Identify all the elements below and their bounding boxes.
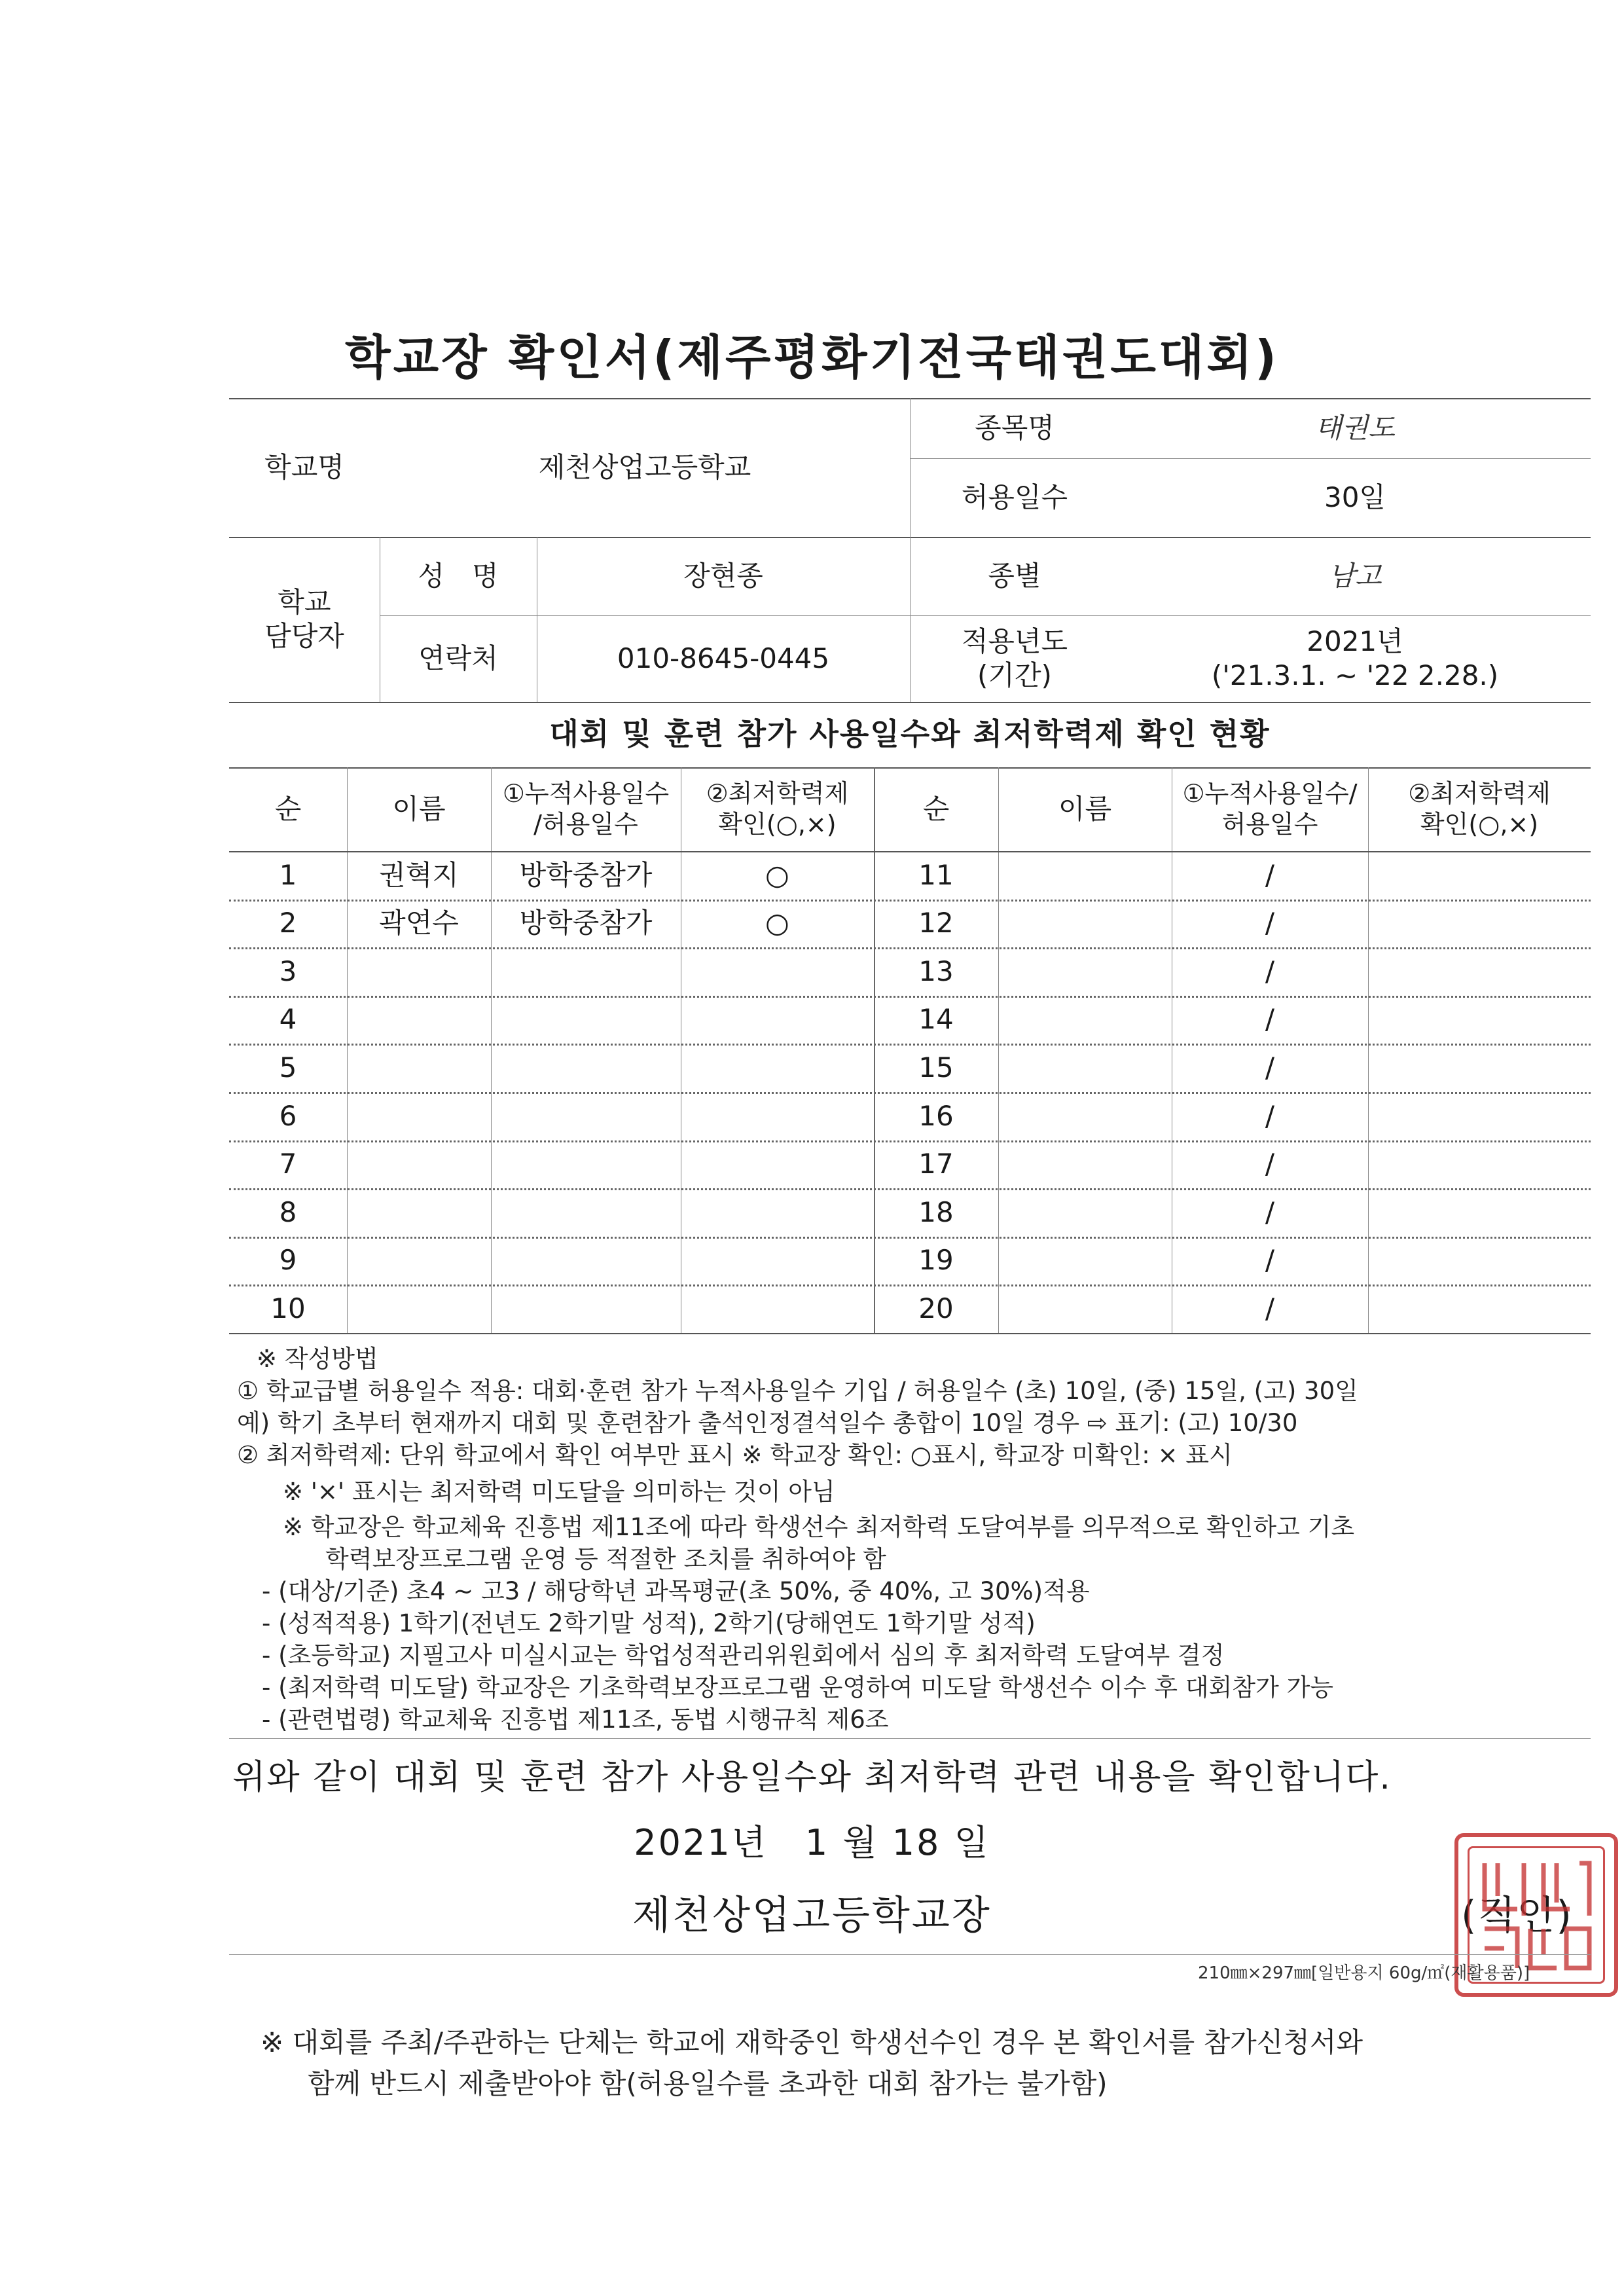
header-name-right: 이름 [1058, 792, 1112, 825]
year-label-line1: 적용년도 [961, 625, 1068, 657]
header-days-line1: ①누적사용일수 [502, 778, 670, 808]
table-cell-name [347, 996, 491, 1044]
note-1-example: 예) 학기 초부터 현재까지 대회 및 훈련참가 출석인정결석일수 총합이 10일 경우 ⇨ 표기: (고) 10/30 [237, 1409, 1298, 1437]
note-2-sub: ※ '×' 표시는 최저학력 미도달을 의미하는 것이 아님 [283, 1478, 835, 1506]
table-cell-name-r [998, 1140, 1172, 1189]
table-cell-name [347, 1285, 491, 1333]
table-cell-no: 3 [279, 955, 297, 987]
table-cell-name-r [998, 1237, 1172, 1285]
table-cell-acad [681, 1285, 874, 1333]
section-title: 대회 및 훈련 참가 사용일수와 최저학력제 확인 현황 [549, 716, 1271, 752]
table-cell-name-r [998, 996, 1172, 1044]
allowed-days-label: 허용일수 [961, 481, 1068, 513]
table-cell-name-r [998, 947, 1172, 996]
table-cell-acad-r [1368, 947, 1591, 996]
header-days-right [1172, 767, 1368, 851]
header-name: 이름 [392, 792, 446, 825]
table-cell-days-r: / [1265, 955, 1275, 987]
table-cell-acad: ○ [765, 858, 789, 891]
table-cell-no-r: 18 [918, 1195, 954, 1228]
table-cell-acad [681, 996, 874, 1044]
table-cell-acad-r [1368, 1044, 1591, 1092]
table-cell-no-r: 16 [918, 1099, 954, 1132]
table-cell-name [347, 1092, 491, 1140]
table-cell-days [491, 947, 681, 996]
table-cell-name-r [998, 1092, 1172, 1140]
table-cell-no: 5 [279, 1051, 297, 1084]
seal-label: (직인) [1461, 1893, 1573, 1939]
table-cell-no-r: 12 [918, 907, 954, 939]
issue-date: 2021년 1 월 18 일 [634, 1822, 990, 1863]
teacher-label-line1: 학교 [278, 585, 331, 618]
header-acad-line2: 확인(○,×) [718, 810, 837, 839]
year-label-line2: (기간) [977, 659, 1052, 691]
header-acad [681, 767, 874, 851]
school-name-label: 학교명 [264, 450, 344, 483]
table-bottom-border [229, 1333, 1591, 1334]
name-label: 성 명 [418, 559, 499, 592]
table-cell-days-r: / [1265, 1195, 1275, 1228]
table-cell-name-r [998, 1044, 1172, 1092]
header-no: 순 [274, 792, 302, 825]
school-name-value: 제천상업고등학교 [538, 450, 751, 483]
period: ('21.3.1. ~ '22 2.28.) [1211, 659, 1499, 691]
note-3: ※ 학교장은 학교체육 진흥법 제11조에 따라 학생선수 최저학력 도달여부를 의무적으로 확인하고 기초 [283, 1513, 1355, 1541]
note-below: - (최저학력 미도달) 학교장은 기초학력보장프로그램 운영하여 미도달 학생선수 이수 후 대회참가 가능 [262, 1673, 1334, 1702]
document-title: 학교장 확인서(제주평화기전국태권도대회) [345, 330, 1279, 385]
note-target: - (대상/기준) 초4 ~ 고3 / 해당학년 과목평균(초 50%, 중 40%, 고 30%)적용 [262, 1577, 1090, 1605]
table-cell-days [491, 1285, 681, 1333]
header-days-right-line2: 허용일수 [1221, 810, 1318, 839]
table-cell-acad-r [1368, 1140, 1591, 1189]
divider [229, 1954, 1591, 1955]
table-cell-name: 곽연수 [379, 907, 459, 939]
gender-value: 남고 [1328, 559, 1382, 592]
table-cell-days [491, 1092, 681, 1140]
table-cell-days [491, 1237, 681, 1285]
note-elementary: - (초등학교) 지필고사 미실시교는 학업성적관리위원회에서 심의 후 최저학력 도달여부 결정 [262, 1641, 1225, 1669]
table-cell-no: 4 [279, 1003, 297, 1036]
table-cell-acad [681, 1140, 874, 1189]
header-acad-line1: ②최저학력제 [706, 778, 849, 808]
header-days [491, 767, 681, 851]
table-cell-name-r [998, 1188, 1172, 1237]
teacher-label [229, 537, 380, 702]
table-cell-no-r: 13 [918, 955, 954, 987]
event-label: 종목명 [975, 411, 1055, 444]
table-cell-days-r: / [1265, 1292, 1275, 1324]
header-acad-right-line2: 확인(○,×) [1420, 810, 1539, 839]
footer-note-2: 함께 반드시 제출받아야 함(허용일수를 초과한 대회 참가는 불가함) [308, 2068, 1108, 2100]
header-days-line2: /허용일수 [533, 810, 638, 839]
table-cell-days [491, 996, 681, 1044]
table-cell-acad [681, 947, 874, 996]
table-cell-days [491, 1188, 681, 1237]
paper-spec: 210㎜×297㎜[일반용지 60g/㎡(재활용품)] [1198, 1963, 1530, 1983]
table-cell-acad-r [1368, 900, 1591, 948]
table-cell-no: 8 [279, 1195, 297, 1228]
note-2: ② 최저학력제: 단위 학교에서 확인 여부만 표시 ※ 학교장 확인: ○표시, 학교장 미확인: × 표시 [237, 1441, 1233, 1469]
name-value: 장현종 [683, 559, 763, 592]
table-cell-days: 방학중참가 [519, 858, 653, 891]
table-cell-acad-r [1368, 851, 1591, 900]
table-cell-acad [681, 1092, 874, 1140]
table-cell-name-r [998, 851, 1172, 900]
table-cell-no-r: 19 [918, 1244, 954, 1277]
table-cell-acad-r [1368, 1237, 1591, 1285]
header-acad-right-line1: ②최저학력제 [1408, 778, 1551, 808]
table-cell-acad-r [1368, 1092, 1591, 1140]
table-cell-name-r [998, 1285, 1172, 1333]
divider [229, 1738, 1591, 1739]
table-cell-no: 10 [270, 1292, 306, 1324]
table-cell-days-r: / [1265, 907, 1275, 939]
confirmation-text: 위와 같이 대회 및 훈련 참가 사용일수와 최저학력 관련 내용을 확인합니다. [232, 1758, 1392, 1797]
table-cell-days [491, 1044, 681, 1092]
table-cell-acad [681, 1237, 874, 1285]
table-cell-name [347, 1044, 491, 1092]
table-cell-no: 9 [279, 1244, 297, 1277]
table-cell-no: 2 [279, 907, 297, 939]
table-cell-name [347, 947, 491, 996]
principal-name: 제천상업고등학교장 [632, 1893, 992, 1939]
table-cell-name [347, 1140, 491, 1189]
table-cell-days-r: / [1265, 1099, 1275, 1132]
contact-label: 연락처 [418, 642, 498, 674]
gender-label: 종별 [988, 559, 1041, 592]
note-1: ① 학교급별 허용일수 적용: 대회·훈련 참가 누적사용일수 기입 / 허용일수 (초) 10일, (중) 15일, (고) 30일 [237, 1377, 1358, 1405]
year-label [910, 615, 1119, 702]
table-cell-no-r: 20 [918, 1292, 954, 1324]
footer-note-1: ※ 대회를 주최/주관하는 단체는 학교에 재학중인 학생선수인 경우 본 확인서를 참가신청서와 [261, 2026, 1363, 2058]
teacher-label-line2: 담당자 [264, 620, 344, 652]
table-cell-name [347, 1237, 491, 1285]
header-acad-right [1368, 767, 1591, 851]
table-cell-no: 1 [279, 858, 297, 891]
table-cell-name-r [998, 900, 1172, 948]
table-cell-no: 6 [279, 1099, 297, 1132]
table-cell-no-r: 17 [918, 1148, 954, 1180]
table-cell-acad [681, 1188, 874, 1237]
table-cell-days: 방학중참가 [519, 907, 653, 939]
note-3-cont: 학력보장프로그램 운영 등 적절한 조치를 취하여야 함 [325, 1545, 886, 1573]
table-cell-name: 권혁지 [379, 858, 459, 891]
note-grades: - (성적적용) 1학기(전년도 2학기말 성적), 2학기(당해연도 1학기말 성적) [262, 1609, 1036, 1637]
year-value [1119, 615, 1591, 702]
table-cell-no-r: 11 [918, 858, 954, 891]
year: 2021년 [1307, 625, 1403, 657]
contact-value: 010-8645-0445 [617, 642, 830, 674]
table-cell-days-r: / [1265, 1244, 1275, 1277]
table-cell-days-r: / [1265, 1148, 1275, 1180]
table-cell-name [347, 1188, 491, 1237]
table-cell-acad [681, 1044, 874, 1092]
note-heading: ※ 작성방법 [257, 1345, 378, 1373]
table-cell-acad-r [1368, 1285, 1591, 1333]
table-cell-days-r: / [1265, 1003, 1275, 1036]
header-days-right-line1: ①누적사용일수/ [1182, 778, 1358, 808]
table-cell-no-r: 14 [918, 1003, 954, 1036]
table-cell-acad: ○ [765, 907, 789, 939]
event-value: 태권도 [1315, 411, 1395, 444]
table-cell-days-r: / [1265, 1051, 1275, 1084]
table-cell-days-r: / [1265, 858, 1275, 891]
table-cell-acad-r [1368, 1188, 1591, 1237]
header-no-right: 순 [922, 792, 950, 825]
table-cell-acad-r [1368, 996, 1591, 1044]
table-cell-no: 7 [279, 1148, 297, 1180]
note-law: - (관련법령) 학교체육 진흥법 제11조, 동법 시행규칙 제6조 [262, 1705, 889, 1734]
table-cell-no-r: 15 [918, 1051, 954, 1084]
table-cell-days [491, 1140, 681, 1189]
allowed-days-value: 30일 [1324, 481, 1386, 513]
